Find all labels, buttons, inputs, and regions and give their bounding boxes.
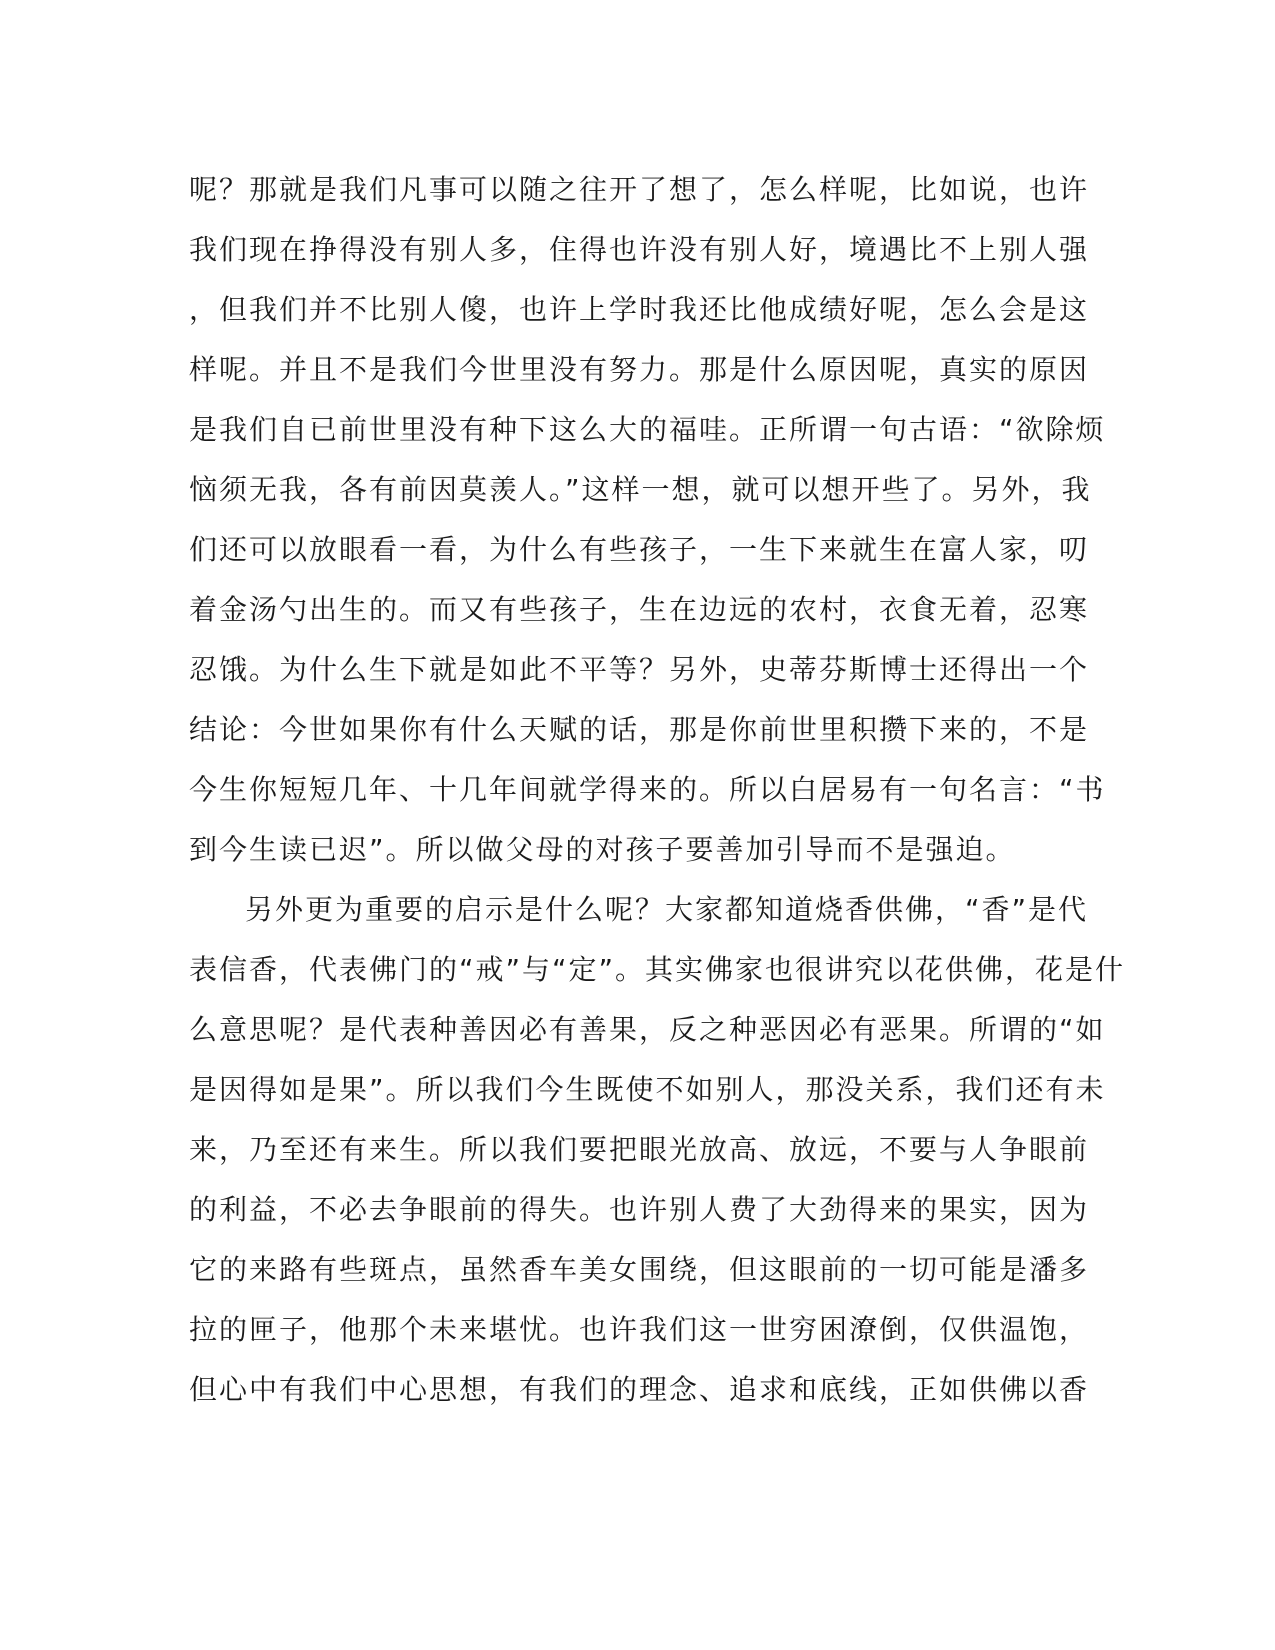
text-line: 拉的匣子，他那个未来堪忧。也许我们这一世穷困潦倒，仅供温饱，	[189, 1313, 1090, 1346]
text-line: ，但我们并不比别人傻，也许上学时我还比他成绩好呢，怎么会是这	[189, 293, 1090, 326]
text-line: 但心中有我们中心思想，有我们的理念、追求和底线，正如供佛以香	[189, 1373, 1090, 1406]
text-line: 来，乃至还有来生。所以我们要把眼光放高、放远，不要与人争眼前	[189, 1133, 1090, 1166]
text-line: 着金汤勺出生的。而又有些孩子，生在边远的农村，衣食无着，忍寒	[189, 593, 1090, 626]
text-line: 它的来路有些斑点，虽然香车美女围绕，但这眼前的一切可能是潘多	[189, 1253, 1090, 1286]
text-line: 是因得如是果”。所以我们今生既使不如别人，那没关系，我们还有未	[189, 1073, 1106, 1106]
text-line: 么意思呢？是代表种善因必有善果，反之种恶因必有恶果。所谓的“如	[189, 1013, 1106, 1046]
text-line: 结论：今世如果你有什么天赋的话，那是你前世里积攒下来的，不是	[189, 713, 1090, 746]
body-text	[189, 160, 1126, 1420]
text-line: 我们现在挣得没有别人多，住得也许没有别人好，境遇比不上别人强	[189, 233, 1090, 266]
text-line: 是我们自已前世里没有种下这么大的福哇。正所谓一句古语：“欲除烦	[189, 413, 1106, 446]
text-line: 到今生读已迟”。所以做父母的对孩子要善加引导而不是强迫。	[189, 833, 1016, 866]
text-line: 样呢。并且不是我们今世里没有努力。那是什么原因呢，真实的原因	[189, 353, 1090, 386]
text-line: 的利益，不必去争眼前的得失。也许别人费了大劲得来的果实，因为	[189, 1193, 1090, 1226]
text-line: 表信香，代表佛门的“戒”与“定”。其实佛家也很讲究以花供佛，花是什	[189, 953, 1126, 986]
text-line: 们还可以放眼看一看，为什么有些孩子，一生下来就生在富人家，叨	[189, 533, 1090, 566]
paragraph-start-line: 另外更为重要的启示是什么呢？大家都知道烧香供佛，“香”是代	[245, 893, 1089, 926]
text-line: 恼须无我，各有前因莫羡人。”这样一想，就可以想开些了。另外，我	[189, 473, 1092, 506]
text-line: 忍饿。为什么生下就是如此不平等？另外，史蒂芬斯博士还得出一个	[189, 653, 1090, 686]
text-line: 呢？那就是我们凡事可以随之往开了想了，怎么样呢，比如说，也许	[189, 173, 1090, 206]
text-line: 今生你短短几年、十几年间就学得来的。所以白居易有一句名言：“书	[189, 773, 1106, 806]
